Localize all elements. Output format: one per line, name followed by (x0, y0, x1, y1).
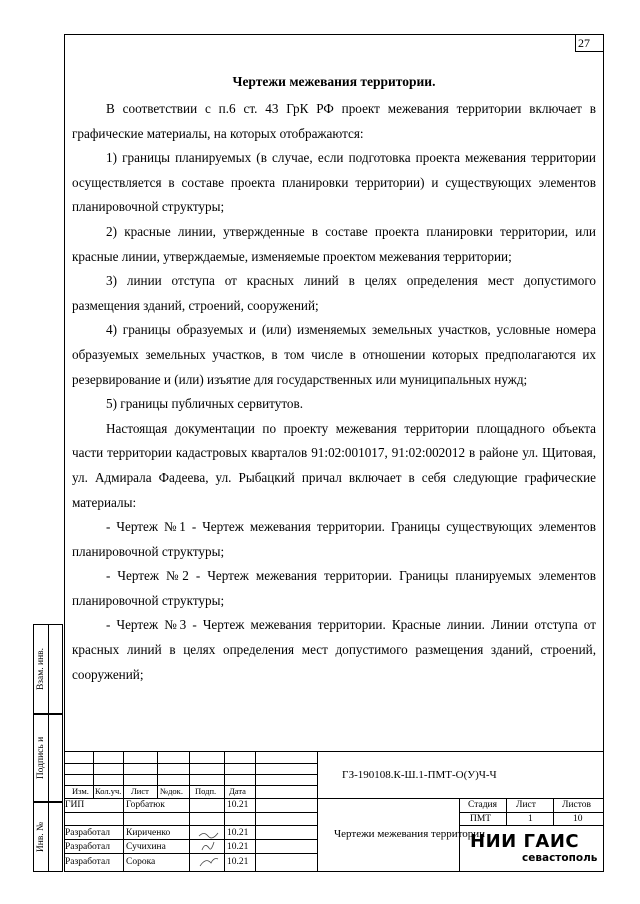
sheet-header: Лист (516, 800, 536, 810)
org-logo-city: севастополь (522, 852, 598, 864)
stamp-col-header: Подп. (195, 786, 217, 796)
paragraph: 1) границы планируемых (в случае, если подготовка проекта межевания территории осуществляется в составе проекта планировки территории) и существующих элементов планировочной структуры; (72, 150, 596, 215)
stamp-name: Горбатюк (126, 800, 165, 810)
paragraph: 3) линии отступа от красных линий в целях определения мест допустимого размещения зданий, строений, сооружений; (72, 273, 596, 313)
stamp-role: Разработал (65, 857, 110, 867)
sheets-value: 10 (573, 814, 583, 824)
side-label: Инв. № (36, 821, 47, 853)
side-stamp-inv-no (33, 802, 63, 872)
sheet-value: 1 (528, 814, 533, 824)
stamp-name: Сорока (126, 857, 156, 867)
stamp-col-header: Изм. (72, 786, 89, 796)
side-label: Подпись и (36, 736, 47, 780)
side-stamp-podpis (33, 714, 63, 802)
side-label: Взам. инв. (36, 647, 47, 691)
stamp-date: 10.21 (227, 828, 249, 838)
paragraph: Настоящая документации по проекту межевания территории площадного объекта части территории кадастровых кварталов 91:02:001017, 91:02:002012 в районе ул. Щитовая, ул. Адмирала Фадеева, ул. Рыбацкий причал включает в себя следующие графические материалы: (72, 420, 596, 510)
page-number: 27 (575, 34, 604, 52)
org-logo-name: НИИ ГАИС (470, 831, 580, 852)
side-stamp-vzam-inv (33, 624, 63, 714)
stamp-col-header: №док. (160, 786, 183, 796)
paragraph: - Чертеж №1 - Чертеж межевания территории. Границы существующих элементов планировочной структуры; (72, 519, 596, 559)
stamp-col-header: Лист (131, 786, 149, 796)
document-code: ГЗ-190108.К-Ш.1-ПМТ-О(У)Ч-Ч (342, 769, 497, 781)
paragraph: В соответствии с п.6 ст. 43 ГрК РФ проект межевания территории включает в графические материалы, на которых отображаются: (72, 101, 596, 141)
document-body (72, 70, 596, 687)
stamp-date: 10.21 (227, 800, 249, 810)
stamp-date: 10.21 (227, 842, 249, 852)
signature-marks (196, 826, 222, 872)
document-heading: Чертежи межевания территории. (232, 74, 436, 89)
paragraph: - Чертеж №3 - Чертеж межевания территории. Красные линии. Линии отступа от красных линий в целях определения мест допустимого размещения зданий, строений, сооружений; (72, 617, 596, 682)
stage-header: Стадия (468, 800, 497, 810)
stamp-date: 10.21 (227, 857, 249, 867)
stamp-name: Кириченко (126, 828, 171, 838)
stamp-role: Разработал (65, 828, 110, 838)
paragraph: 5) границы публичных сервитутов. (106, 396, 304, 412)
stamp-role: ГИП (65, 800, 85, 810)
paragraph: - Чертеж №2 - Чертеж межевания территории. Границы планируемых элементов планировочной структуры; (72, 568, 596, 608)
stamp-col-header: Кол.уч. (95, 786, 122, 796)
sheets-header: Листов (562, 800, 592, 810)
drawing-title: Чертежи межевания территории (334, 828, 486, 840)
stamp-role: Разработал (65, 842, 110, 852)
stamp-name: Сучихина (126, 842, 166, 852)
paragraph: 2) красные линии, утвержденные в составе проекта планировки территории, или красные линии, утверждаемые, изменяемые проектом межевания территории; (72, 223, 596, 264)
stage-value: ПМТ (470, 814, 492, 824)
title-block (64, 751, 604, 872)
stamp-col-header: Дата (229, 786, 246, 796)
paragraph: 4) границы образуемых и (или) изменяемых земельных участков, условные номера образуемых земельных участков, в том числе в отношении которых предполагаются их резервирование и (или) изъятие для государственных или муниципальных нужд; (72, 322, 596, 387)
